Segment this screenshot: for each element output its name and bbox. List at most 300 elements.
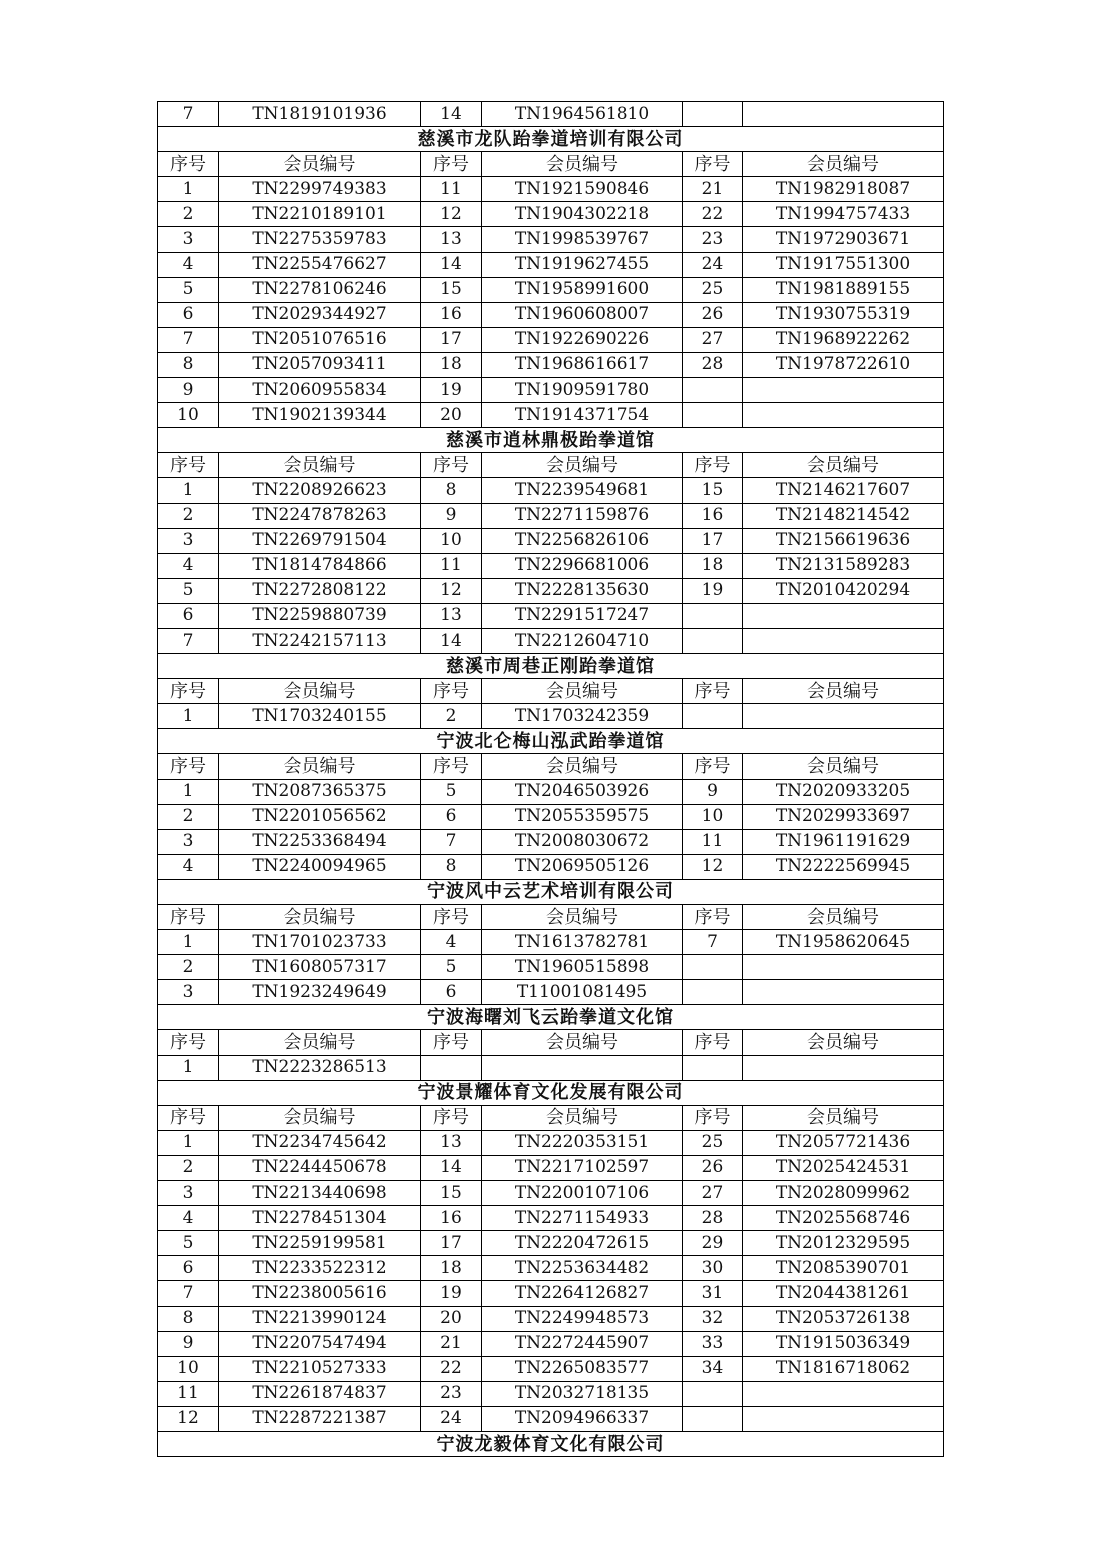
member-id-cell: TN1960608007 xyxy=(482,302,683,327)
table-row xyxy=(158,854,944,879)
member-id-cell: TN2028099962 xyxy=(743,1181,944,1206)
seq-cell xyxy=(683,955,743,980)
seq-cell: 3 xyxy=(158,528,219,553)
header-seq: 序号 xyxy=(683,905,743,930)
seq-cell xyxy=(683,102,743,127)
member-id-cell: TN2020933205 xyxy=(743,779,944,804)
member-id-cell: TN1909591780 xyxy=(482,378,683,403)
member-id-cell: TN2060955834 xyxy=(219,378,421,403)
seq-cell: 12 xyxy=(421,578,482,603)
table-row xyxy=(158,1281,944,1306)
header-member-id: 会员编号 xyxy=(743,905,944,930)
seq-cell: 21 xyxy=(683,177,743,202)
table-row xyxy=(158,1181,944,1206)
member-id-cell: TN2208926623 xyxy=(219,478,421,503)
member-id-cell: TN2259880739 xyxy=(219,603,421,628)
seq-cell: 7 xyxy=(421,829,482,854)
seq-cell: 6 xyxy=(158,1256,219,1281)
seq-cell: 25 xyxy=(683,1130,743,1155)
member-id-cell: TN2207547494 xyxy=(219,1331,421,1356)
seq-cell: 9 xyxy=(158,378,219,403)
table-row xyxy=(158,1231,944,1256)
header-seq: 序号 xyxy=(158,754,219,779)
member-id-cell xyxy=(743,704,944,729)
seq-cell xyxy=(421,1055,482,1080)
column-header-row xyxy=(158,679,944,704)
seq-cell xyxy=(683,1406,743,1431)
seq-cell: 18 xyxy=(683,553,743,578)
seq-cell: 3 xyxy=(158,1181,219,1206)
member-id-cell: TN2085390701 xyxy=(743,1256,944,1281)
header-seq: 序号 xyxy=(158,905,219,930)
table-row xyxy=(158,1306,944,1331)
seq-cell: 8 xyxy=(158,352,219,377)
table-row xyxy=(158,980,944,1005)
member-id-cell: TN2291517247 xyxy=(482,603,683,628)
table-row xyxy=(158,528,944,553)
member-id-cell: TN1982918087 xyxy=(743,177,944,202)
seq-cell: 1 xyxy=(158,1055,219,1080)
header-seq: 序号 xyxy=(158,1105,219,1130)
member-id-cell: TN2217102597 xyxy=(482,1155,683,1180)
member-id-cell: TN2239549681 xyxy=(482,478,683,503)
member-id-cell: TN2223286513 xyxy=(219,1055,421,1080)
header-member-id: 会员编号 xyxy=(482,1030,683,1055)
table-row xyxy=(158,603,944,628)
seq-cell: 9 xyxy=(158,1331,219,1356)
table-row xyxy=(158,1155,944,1180)
header-member-id: 会员编号 xyxy=(219,152,421,177)
member-id-cell: TN1917551300 xyxy=(743,252,944,277)
member-id-cell: TN2255476627 xyxy=(219,252,421,277)
member-id-cell: TN1923249649 xyxy=(219,980,421,1005)
table-row xyxy=(158,302,944,327)
member-id-cell: TN2032718135 xyxy=(482,1381,683,1406)
seq-cell xyxy=(683,403,743,428)
seq-cell: 4 xyxy=(158,1206,219,1231)
member-id-cell: TN2278451304 xyxy=(219,1206,421,1231)
table-row xyxy=(158,277,944,302)
seq-cell: 2 xyxy=(158,955,219,980)
section-title-row xyxy=(158,1005,944,1030)
table-row xyxy=(158,553,944,578)
seq-cell: 14 xyxy=(421,628,482,653)
member-id-cell: TN2220353151 xyxy=(482,1130,683,1155)
member-id-cell: TN1922690226 xyxy=(482,327,683,352)
column-header-row xyxy=(158,905,944,930)
seq-cell: 2 xyxy=(158,202,219,227)
seq-cell: 5 xyxy=(158,578,219,603)
member-id-cell: TN2265083577 xyxy=(482,1356,683,1381)
header-seq: 序号 xyxy=(683,1030,743,1055)
member-id-cell: TN1613782781 xyxy=(482,930,683,955)
seq-cell: 14 xyxy=(421,252,482,277)
member-id-cell: TN1978722610 xyxy=(743,352,944,377)
header-member-id: 会员编号 xyxy=(482,1105,683,1130)
member-id-cell: TN2296681006 xyxy=(482,553,683,578)
member-id-cell: TN2029344927 xyxy=(219,302,421,327)
member-id-cell xyxy=(743,1406,944,1431)
table-row xyxy=(158,1356,944,1381)
member-id-cell: TN2053726138 xyxy=(743,1306,944,1331)
member-id-cell: TN2069505126 xyxy=(482,854,683,879)
seq-cell: 28 xyxy=(683,1206,743,1231)
member-id-cell: TN2201056562 xyxy=(219,804,421,829)
seq-cell: 9 xyxy=(683,779,743,804)
seq-cell: 14 xyxy=(421,102,482,127)
seq-cell: 10 xyxy=(158,1356,219,1381)
seq-cell: 7 xyxy=(158,1281,219,1306)
seq-cell: 22 xyxy=(421,1356,482,1381)
section-title-row xyxy=(158,654,944,679)
member-id-cell: TN2271159876 xyxy=(482,503,683,528)
header-seq: 序号 xyxy=(421,754,482,779)
seq-cell: 1 xyxy=(158,779,219,804)
member-id-cell: TN2238005616 xyxy=(219,1281,421,1306)
member-id-cell: TN2012329595 xyxy=(743,1231,944,1256)
member-id-cell: TN2233522312 xyxy=(219,1256,421,1281)
seq-cell: 26 xyxy=(683,302,743,327)
column-header-row xyxy=(158,1030,944,1055)
member-id-cell xyxy=(743,628,944,653)
seq-cell: 7 xyxy=(683,930,743,955)
section-title-row xyxy=(158,1080,944,1105)
section-title-row xyxy=(158,127,944,152)
header-seq: 序号 xyxy=(421,152,482,177)
seq-cell: 1 xyxy=(158,704,219,729)
member-id-cell xyxy=(743,1055,944,1080)
table-row xyxy=(158,352,944,377)
column-header-row xyxy=(158,453,944,478)
seq-cell xyxy=(683,378,743,403)
member-id-cell: TN2249948573 xyxy=(482,1306,683,1331)
member-id-cell: TN1919627455 xyxy=(482,252,683,277)
table-row xyxy=(158,930,944,955)
table-row xyxy=(158,804,944,829)
member-id-cell: TN1701023733 xyxy=(219,930,421,955)
header-member-id: 会员编号 xyxy=(219,905,421,930)
section-title: 慈溪市龙队跆拳道培训有限公司 xyxy=(158,127,944,152)
seq-cell: 7 xyxy=(158,102,219,127)
section-title: 慈溪市逍林鼎极跆拳道馆 xyxy=(158,428,944,453)
seq-cell: 15 xyxy=(421,277,482,302)
seq-cell: 8 xyxy=(421,478,482,503)
member-id-cell: TN2210189101 xyxy=(219,202,421,227)
seq-cell: 7 xyxy=(158,327,219,352)
seq-cell: 5 xyxy=(421,779,482,804)
header-seq: 序号 xyxy=(158,679,219,704)
table-row xyxy=(158,478,944,503)
header-member-id: 会员编号 xyxy=(219,679,421,704)
member-id-cell: TN2222569945 xyxy=(743,854,944,879)
table-row xyxy=(158,227,944,252)
section-title-row xyxy=(158,729,944,754)
seq-cell: 1 xyxy=(158,177,219,202)
seq-cell: 5 xyxy=(158,277,219,302)
member-id-cell: TN2244450678 xyxy=(219,1155,421,1180)
seq-cell: 3 xyxy=(158,829,219,854)
member-id-cell xyxy=(743,980,944,1005)
table-row xyxy=(158,1206,944,1231)
member-id-cell xyxy=(743,378,944,403)
seq-cell: 1 xyxy=(158,478,219,503)
header-member-id: 会员编号 xyxy=(219,1105,421,1130)
header-seq: 序号 xyxy=(421,679,482,704)
member-id-cell: TN2278106246 xyxy=(219,277,421,302)
member-id-cell: TN2046503926 xyxy=(482,779,683,804)
member-id-cell: TN2269791504 xyxy=(219,528,421,553)
table-row xyxy=(158,378,944,403)
header-seq: 序号 xyxy=(683,152,743,177)
seq-cell: 3 xyxy=(158,227,219,252)
member-id-cell: TN1972903671 xyxy=(743,227,944,252)
member-id-cell: TN1816718062 xyxy=(743,1356,944,1381)
seq-cell: 17 xyxy=(421,327,482,352)
member-id-cell: TN1961191629 xyxy=(743,829,944,854)
member-id-cell: TN2234745642 xyxy=(219,1130,421,1155)
member-id-cell: TN2213440698 xyxy=(219,1181,421,1206)
seq-cell: 7 xyxy=(158,628,219,653)
member-id-cell: TN2057093411 xyxy=(219,352,421,377)
seq-cell: 14 xyxy=(421,1155,482,1180)
seq-cell: 11 xyxy=(158,1381,219,1406)
member-id-cell: TN2272808122 xyxy=(219,578,421,603)
seq-cell: 11 xyxy=(683,829,743,854)
seq-cell: 30 xyxy=(683,1256,743,1281)
member-id-cell: TN1960515898 xyxy=(482,955,683,980)
table-row xyxy=(158,704,944,729)
column-header-row xyxy=(158,1105,944,1130)
member-id-cell: TN1703240155 xyxy=(219,704,421,729)
member-id-cell: TN2156619636 xyxy=(743,528,944,553)
member-id-cell: TN2240094965 xyxy=(219,854,421,879)
seq-cell: 29 xyxy=(683,1231,743,1256)
header-member-id: 会员编号 xyxy=(743,453,944,478)
header-member-id: 会员编号 xyxy=(219,453,421,478)
member-id-cell: TN1958991600 xyxy=(482,277,683,302)
seq-cell: 15 xyxy=(683,478,743,503)
header-seq: 序号 xyxy=(421,453,482,478)
seq-cell: 3 xyxy=(158,980,219,1005)
section-title: 慈溪市周巷正刚跆拳道馆 xyxy=(158,654,944,679)
header-member-id: 会员编号 xyxy=(482,679,683,704)
seq-cell: 9 xyxy=(421,503,482,528)
seq-cell: 27 xyxy=(683,1181,743,1206)
section-title: 宁波龙毅体育文化有限公司 xyxy=(158,1431,944,1456)
seq-cell xyxy=(683,704,743,729)
header-member-id: 会员编号 xyxy=(743,1030,944,1055)
seq-cell: 17 xyxy=(421,1231,482,1256)
seq-cell: 2 xyxy=(158,503,219,528)
table-row xyxy=(158,503,944,528)
table-row xyxy=(158,628,944,653)
member-id-cell: TN2010420294 xyxy=(743,578,944,603)
table-row xyxy=(158,1331,944,1356)
header-seq: 序号 xyxy=(421,1105,482,1130)
seq-cell: 8 xyxy=(421,854,482,879)
header-member-id: 会员编号 xyxy=(743,1105,944,1130)
seq-cell: 19 xyxy=(421,378,482,403)
section-title: 宁波景耀体育文化发展有限公司 xyxy=(158,1080,944,1105)
seq-cell: 10 xyxy=(683,804,743,829)
seq-cell: 2 xyxy=(158,1155,219,1180)
section-title-row xyxy=(158,1431,944,1456)
header-member-id: 会员编号 xyxy=(219,754,421,779)
table-row xyxy=(158,1055,944,1080)
seq-cell: 34 xyxy=(683,1356,743,1381)
member-id-cell: TN1819101936 xyxy=(219,102,421,127)
header-member-id: 会员编号 xyxy=(743,679,944,704)
header-seq: 序号 xyxy=(158,152,219,177)
seq-cell: 32 xyxy=(683,1306,743,1331)
seq-cell: 24 xyxy=(421,1406,482,1431)
member-id-cell: TN2228135630 xyxy=(482,578,683,603)
seq-cell: 12 xyxy=(683,854,743,879)
table-row xyxy=(158,829,944,854)
member-id-cell: TN1608057317 xyxy=(219,955,421,980)
header-seq: 序号 xyxy=(683,754,743,779)
member-id-cell: TN2272445907 xyxy=(482,1331,683,1356)
seq-cell: 8 xyxy=(158,1306,219,1331)
section-title-row xyxy=(158,879,944,904)
seq-cell: 5 xyxy=(421,955,482,980)
member-id-cell: TN1915036349 xyxy=(743,1331,944,1356)
seq-cell: 15 xyxy=(421,1181,482,1206)
seq-cell: 6 xyxy=(158,603,219,628)
member-id-cell: TN1964561810 xyxy=(482,102,683,127)
seq-cell: 6 xyxy=(158,302,219,327)
seq-cell: 4 xyxy=(158,553,219,578)
member-id-cell: TN2210527333 xyxy=(219,1356,421,1381)
member-id-cell: TN2213990124 xyxy=(219,1306,421,1331)
member-id-cell: TN2025424531 xyxy=(743,1155,944,1180)
member-id-cell: TN2299749383 xyxy=(219,177,421,202)
seq-cell: 13 xyxy=(421,227,482,252)
member-id-cell: TN2271154933 xyxy=(482,1206,683,1231)
member-id-cell: TN1968922262 xyxy=(743,327,944,352)
seq-cell xyxy=(683,1055,743,1080)
seq-cell: 23 xyxy=(683,227,743,252)
table-row xyxy=(158,102,944,127)
member-id-cell: TN2247878263 xyxy=(219,503,421,528)
header-member-id: 会员编号 xyxy=(482,754,683,779)
table-row xyxy=(158,1130,944,1155)
seq-cell: 5 xyxy=(158,1231,219,1256)
header-member-id: 会员编号 xyxy=(743,754,944,779)
seq-cell: 10 xyxy=(158,403,219,428)
member-id-cell: TN2220472615 xyxy=(482,1231,683,1256)
seq-cell: 21 xyxy=(421,1331,482,1356)
seq-cell: 13 xyxy=(421,1130,482,1155)
member-id-cell: TN2200107106 xyxy=(482,1181,683,1206)
seq-cell: 22 xyxy=(683,202,743,227)
seq-cell: 12 xyxy=(158,1406,219,1431)
table-row xyxy=(158,403,944,428)
member-id-cell: TN2212604710 xyxy=(482,628,683,653)
member-id-cell: TN2275359783 xyxy=(219,227,421,252)
seq-cell xyxy=(683,980,743,1005)
table-row xyxy=(158,202,944,227)
seq-cell: 20 xyxy=(421,1306,482,1331)
member-id-cell: TN2051076516 xyxy=(219,327,421,352)
member-id-cell: TN2261874837 xyxy=(219,1381,421,1406)
seq-cell: 4 xyxy=(421,930,482,955)
member-id-cell: TN1981889155 xyxy=(743,277,944,302)
seq-cell: 11 xyxy=(421,177,482,202)
header-member-id: 会员编号 xyxy=(743,152,944,177)
member-id-cell: TN1902139344 xyxy=(219,403,421,428)
member-id-cell: TN1958620645 xyxy=(743,930,944,955)
seq-cell: 6 xyxy=(421,804,482,829)
member-id-cell: TN2148214542 xyxy=(743,503,944,528)
seq-cell: 23 xyxy=(421,1381,482,1406)
member-id-cell xyxy=(482,1055,683,1080)
table-row xyxy=(158,327,944,352)
header-seq: 序号 xyxy=(421,1030,482,1055)
member-id-cell: TN2025568746 xyxy=(743,1206,944,1231)
seq-cell: 26 xyxy=(683,1155,743,1180)
table-row xyxy=(158,955,944,980)
member-id-cell: TN2253634482 xyxy=(482,1256,683,1281)
member-id-cell: TN1998539767 xyxy=(482,227,683,252)
table-row xyxy=(158,1406,944,1431)
table-row xyxy=(158,1256,944,1281)
seq-cell: 27 xyxy=(683,327,743,352)
seq-cell: 11 xyxy=(421,553,482,578)
seq-cell xyxy=(683,1381,743,1406)
member-id-cell: TN2057721436 xyxy=(743,1130,944,1155)
seq-cell: 16 xyxy=(421,302,482,327)
member-id-cell: TN1921590846 xyxy=(482,177,683,202)
column-header-row xyxy=(158,152,944,177)
seq-cell: 31 xyxy=(683,1281,743,1306)
header-member-id: 会员编号 xyxy=(482,905,683,930)
member-table xyxy=(157,101,944,1457)
header-member-id: 会员编号 xyxy=(219,1030,421,1055)
column-header-row xyxy=(158,754,944,779)
seq-cell: 6 xyxy=(421,980,482,1005)
seq-cell: 10 xyxy=(421,528,482,553)
member-id-cell xyxy=(743,1381,944,1406)
seq-cell: 2 xyxy=(158,804,219,829)
member-id-cell: TN1914371754 xyxy=(482,403,683,428)
member-id-cell: TN1904302218 xyxy=(482,202,683,227)
header-seq: 序号 xyxy=(683,1105,743,1130)
member-id-cell xyxy=(743,102,944,127)
seq-cell xyxy=(683,628,743,653)
header-seq: 序号 xyxy=(158,1030,219,1055)
seq-cell xyxy=(683,603,743,628)
table-row xyxy=(158,252,944,277)
member-id-cell: TN2287221387 xyxy=(219,1406,421,1431)
seq-cell: 2 xyxy=(421,704,482,729)
seq-cell: 4 xyxy=(158,252,219,277)
header-seq: 序号 xyxy=(683,679,743,704)
header-seq: 序号 xyxy=(158,453,219,478)
member-id-cell: TN2087365375 xyxy=(219,779,421,804)
member-id-cell: TN1994757433 xyxy=(743,202,944,227)
seq-cell: 1 xyxy=(158,1130,219,1155)
member-id-cell: TN2055359575 xyxy=(482,804,683,829)
member-id-cell: TN1703242359 xyxy=(482,704,683,729)
seq-cell: 12 xyxy=(421,202,482,227)
member-id-cell: TN2253368494 xyxy=(219,829,421,854)
seq-cell: 16 xyxy=(421,1206,482,1231)
header-seq: 序号 xyxy=(683,453,743,478)
member-id-cell: TN2264126827 xyxy=(482,1281,683,1306)
seq-cell: 28 xyxy=(683,352,743,377)
member-id-cell: TN1814784866 xyxy=(219,553,421,578)
